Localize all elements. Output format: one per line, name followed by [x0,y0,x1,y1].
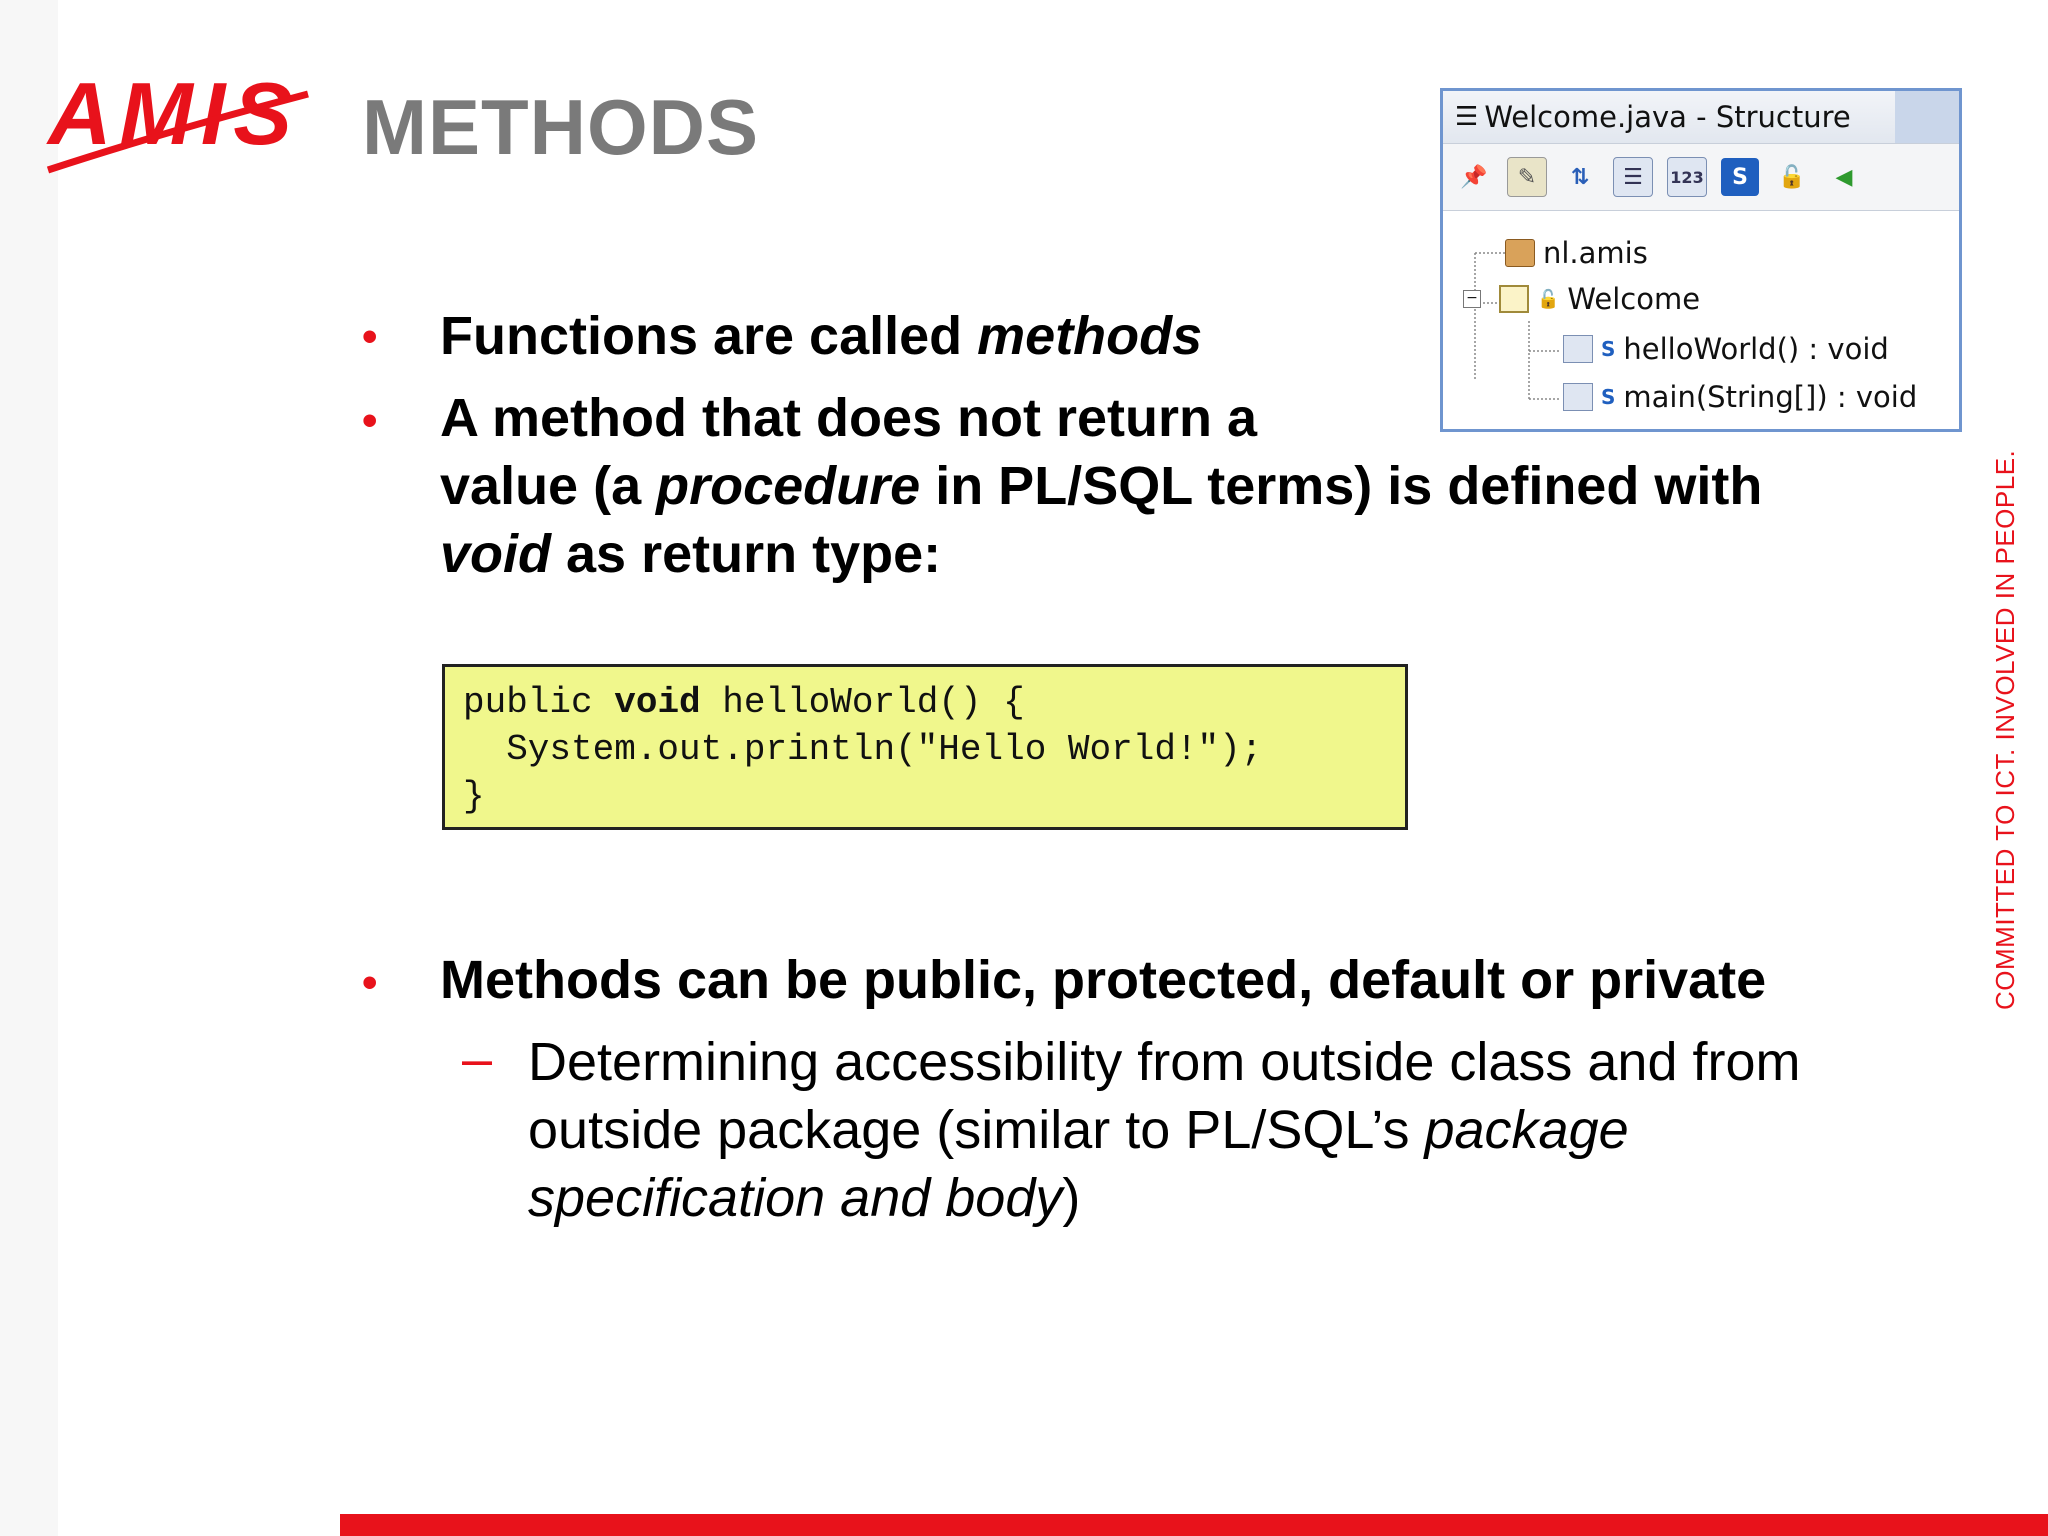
back-icon[interactable]: ◀ [1835,164,1853,190]
bullet-3-text: Methods can be public, protected, default or private [440,950,1767,1010]
tree-node-label: nl.amis [1543,236,1648,270]
static-badge-icon: S [1601,385,1616,409]
svg-text:AMIS: AMIS [48,64,288,163]
structure-toolbar [1443,144,1959,211]
tab-end [1895,91,1959,143]
structure-panel-header [1443,91,1959,144]
pin-icon[interactable]: 📌 [1460,164,1488,190]
structure-panel-title: Welcome.java - Structure [1484,100,1851,134]
tree-node-class[interactable] [1463,277,1700,321]
tree-node-label: helloWorld() : void [1623,332,1889,366]
bullet-1-text: Functions are called methods [440,306,1203,366]
access-icon: 🔓 [1537,288,1560,310]
sub-bullet-marker: – [462,1029,493,1089]
lock-icon[interactable]: 🔓 [1778,164,1806,190]
left-margin-band [0,0,58,1536]
method-icon [1563,335,1593,363]
slide-title: METHODS [362,83,759,171]
code-sample: public void helloWorld() { System.out.println("Hello World!"); } [442,664,1408,830]
tree-node-label: main(String[]) : void [1623,380,1918,414]
static-icon[interactable]: S [1721,158,1759,196]
tree-node-method[interactable] [1563,327,1889,371]
sort-icon[interactable]: ⇅ [1570,164,1590,190]
side-tagline: COMMITTED TO ICT. INVOLVED IN PEOPLE. [1990,449,2020,1010]
bullet-2-text: A method that does not return a value (a procedure in PL/SQL terms) is defined with void as return type: [440,388,1763,584]
amis-logo [44,62,314,182]
structure-panel [1440,88,1962,432]
structure-icon: ☰ [1455,102,1479,132]
sub-bullet-text: Determining accessibility from outside class and from outside package (similar to PL/SQL’s package specification and body) [528,1032,1801,1228]
package-icon [1505,239,1535,267]
bullet-marker: • [362,396,378,445]
bullet-marker: • [362,312,378,361]
class-icon [1499,285,1529,313]
collapse-icon[interactable]: − [1463,290,1481,308]
numbers-icon[interactable]: 123 [1667,157,1707,197]
fields-icon[interactable]: ☰ [1613,157,1653,197]
edit-icon[interactable]: ✎ [1507,157,1547,197]
method-icon [1563,383,1593,411]
footer-bar [340,1514,2048,1536]
tree-node-package[interactable] [1505,231,1648,275]
static-badge-icon: S [1601,337,1616,361]
tree-node-method[interactable] [1563,375,1917,419]
structure-tree [1443,211,1959,414]
tree-node-label: Welcome [1567,282,1701,316]
bullet-marker: • [362,958,378,1007]
